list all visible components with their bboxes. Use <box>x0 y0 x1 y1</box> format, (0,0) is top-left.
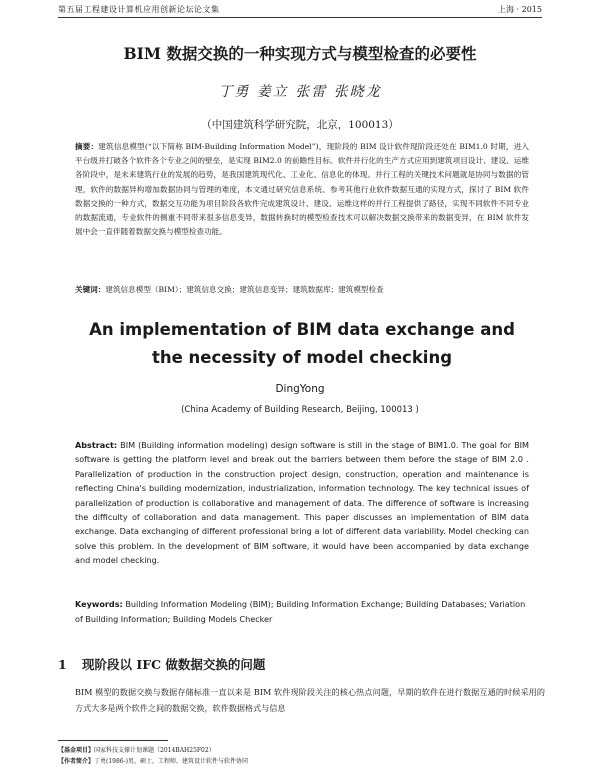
footnote-author-label: 【作者简介】 <box>58 758 95 765</box>
english-affiliation: (China Academy of Building Research, Beijing, 100013 ) <box>181 405 419 415</box>
chinese-affiliation: （中国建筑科学研究院，北京，100013） <box>201 119 399 131</box>
running-header-journal: 第五届工程建设计算机应用创新论坛论文集 <box>58 5 220 14</box>
chinese-title: BIM 数据交换的一种实现方式与模型检查的必要性 <box>123 44 477 63</box>
chinese-keywords-label: 关键词： <box>75 285 106 294</box>
footnote-fund-text: 国家科技支撑计划课题（2014BAH25F02） <box>94 747 215 754</box>
english-keywords-label: Keywords: <box>75 599 123 609</box>
footnote-fund-label: 【基金项目】 <box>58 747 95 754</box>
chinese-abstract-text: 建筑信息模型(“以下简称 BIM-Building Information Model”)，现阶段的 BIM 设计软件现阶段还处在 BIM1.0 时期，进入平台级并打破各个软件各个专业之间的壁垒，是实现 BIM2.0 的前瞻性目标。软件并行化的生产方式应用到建筑项目设计、建设、运维各阶段中，是未来建筑行业的发展的趋势，是我国建筑现代化、工业化、信息化的体现。并行工程的关键技术问题就是协同与数据的管理，软件的数据异构增加数据协同与管理的难度，本文通过研究信息系统、参考其他行业软件数据互通的实现方式，探讨了 BIM 软件数据交换的一种方式，数据交互功能为项目阶段各软件完成建筑设计、建设、运维这样的并行工程提供了路径，实现不同软件不同专业的数据流通，专业软件的侧重不同带来很多信息变异，数据转换时的模型检查技术可以解决数据交换带来的数据变异，在 BIM 软件发展中会一直伴随着数据交换与模型检查功能。 <box>75 142 529 237</box>
footnote-author-text: 丁勇(1986-)男，硕士，工程师，建筑设计软件与软件协同 <box>94 758 248 765</box>
section-heading <box>58 655 265 673</box>
header-rule <box>58 17 542 18</box>
footnote-rule <box>58 740 168 741</box>
chinese-keywords-text: 建筑信息模型（BIM）；建筑信息交换；建筑信息变异；建筑数据库；建筑模型检查 <box>105 285 384 294</box>
english-keywords <box>75 597 529 627</box>
chinese-keywords <box>75 284 529 296</box>
section-number: 1 <box>58 657 67 672</box>
footnotes <box>58 745 538 767</box>
english-keywords-text: Building Information Modeling (BIM); Building Information Exchange; Building Databases; Variation of Building Information; Building Models Checker <box>75 599 526 624</box>
english-title: An implementation of BIM data exchange and the necessity of model checking <box>89 320 515 367</box>
section-title: 现阶段以 IFC 做数据交换的问题 <box>82 657 266 672</box>
english-abstract-text: BIM (Building information modeling) design software is still in the stage of BIM1.0. The goal for BIM software is getting the platform level and break out the barriers between them before the stage of BIM 2.0 . Parallelization of production in the construction project design, construction, operation and maintenance is reflecting China's building modernization, industrialization, information technology. The key technical issues of parallelization of production is collaborative and management of data. The difference of software is increasing the difficulty of collaboration and data management. This paper discusses an implementation of BIM data exchange. Data exchanging of different professional bring a lot of different data variability. Model checking can solve this problem. In the development of BIM software, it would have been accompanied by data exchange and model checking. <box>75 440 529 566</box>
english-abstract <box>75 438 529 568</box>
chinese-authors: 丁勇 姜立 张雷 张晓龙 <box>218 84 382 100</box>
chinese-abstract <box>75 140 529 239</box>
english-abstract-label: Abstract: <box>75 440 118 450</box>
footnote-author <box>58 756 538 767</box>
running-header-location-year: 上海 · 2015 <box>498 5 542 14</box>
section-paragraph: BIM 模型的数据交换与数据存储标准一直以来是 BIM 软件现阶段关注的核心热点问题，早期的软件在进行数据互通的时候采用的方式大多是两个软件之间的数据交换，软件数据格式与信息 <box>75 687 545 713</box>
footnote-fund <box>58 745 538 756</box>
english-author: DingYong <box>275 383 325 395</box>
chinese-abstract-label: 摘要： <box>75 142 99 151</box>
